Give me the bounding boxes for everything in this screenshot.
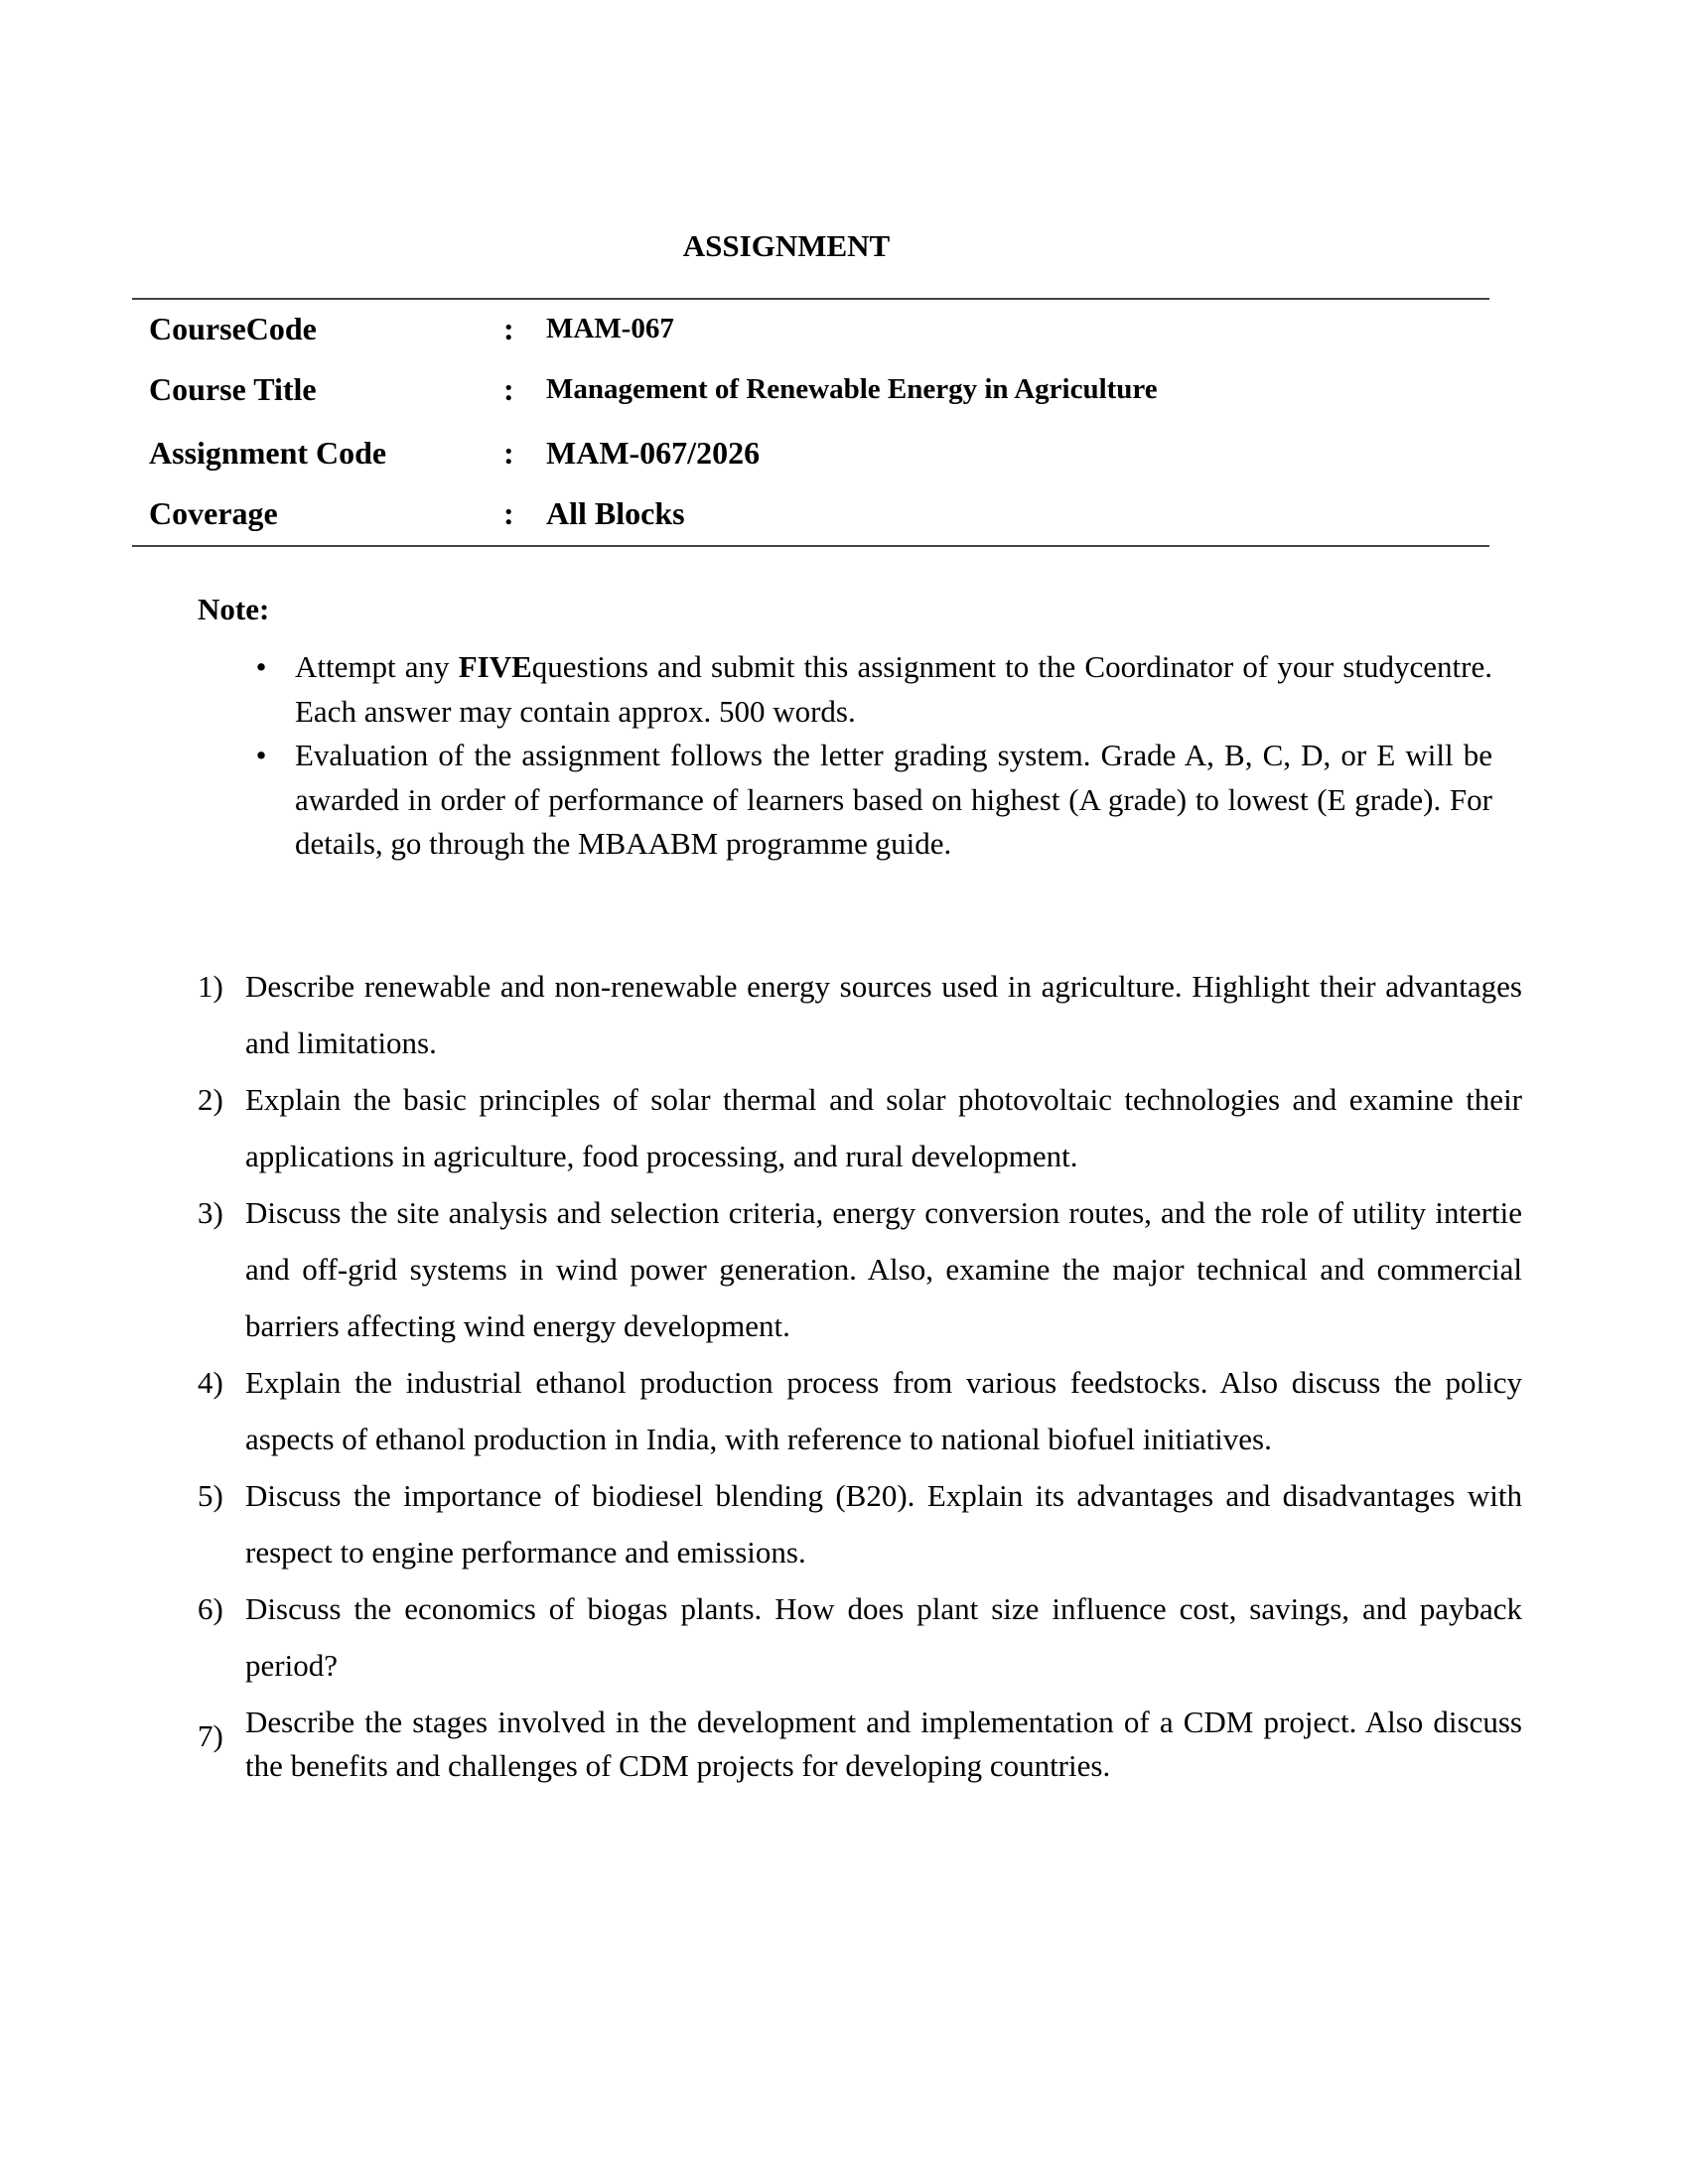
info-value: All Blocks	[546, 495, 685, 531]
question-list	[198, 958, 1522, 1788]
question-item	[198, 1580, 1522, 1694]
question-text: Discuss the importance of biodiesel blending (B20). Explain its advantages and disadvantages with respect to engine performance and emissions.	[245, 1478, 1522, 1570]
question-text: Explain the basic principles of solar thermal and solar photovoltaic technologies and examine their applications in agriculture, food processing, and rural development.	[245, 1082, 1522, 1173]
question-text: Describe the stages involved in the development and implementation of a CDM project. Also discuss the benefits and challenges of CDM projects for developing countries.	[245, 1705, 1522, 1783]
question-number: 6)	[198, 1591, 223, 1626]
question-item	[198, 1184, 1522, 1354]
info-colon: :	[503, 495, 514, 531]
header-bottom-rule	[132, 545, 1489, 547]
info-colon: :	[503, 371, 514, 407]
note-text-pre: Attempt any	[295, 649, 459, 684]
info-row-assignment-code	[149, 431, 1479, 475]
info-colon: :	[503, 311, 514, 346]
info-label: CourseCode	[149, 311, 317, 346]
question-number: 7)	[198, 1718, 223, 1753]
info-value: Management of Renewable Energy in Agriculture	[546, 373, 1158, 405]
question-item	[198, 1354, 1522, 1467]
info-label: Coverage	[149, 495, 278, 531]
question-text: Explain the industrial ethanol production process from various feedstocks. Also discuss the policy aspects of ethanol production in India, with reference to national biofuel initiatives.	[245, 1365, 1522, 1456]
document-title: ASSIGNMENT	[682, 228, 891, 263]
question-number: 2)	[198, 1082, 223, 1117]
note-bullet-list	[251, 645, 1492, 867]
bullet-icon: •	[255, 738, 267, 772]
info-label: Course Title	[149, 371, 317, 407]
question-item	[198, 1701, 1522, 1788]
bullet-icon: •	[255, 649, 267, 684]
question-item	[198, 1071, 1522, 1184]
question-item	[198, 958, 1522, 1071]
note-bullet	[251, 645, 1492, 734]
question-item	[198, 1467, 1522, 1580]
info-row-course-title	[149, 367, 1479, 411]
note-text-post: questions and submit this assignment to the Coordinator of your studycentre. Each answer may contain approx. 500 words.	[295, 649, 1492, 729]
question-number: 4)	[198, 1365, 223, 1400]
info-row-coverage	[149, 491, 1479, 535]
info-label: Assignment Code	[149, 435, 387, 471]
note-text: Evaluation of the assignment follows the letter grading system. Grade A, B, C, D, or E will be awarded in order of performance of learners based on highest (A grade) to lowest (E grade). For details, go through the MBAABM programme guide.	[295, 738, 1492, 861]
note-text-bold: FIVE	[458, 649, 532, 684]
info-colon: :	[503, 435, 514, 471]
note-bullet	[251, 734, 1492, 867]
question-text: Discuss the site analysis and selection criteria, energy conversion routes, and the role of utility intertie and off-grid systems in wind power generation. Also, examine the major technical and commercial barriers affecting wind energy development.	[245, 1195, 1522, 1343]
header-top-rule	[132, 298, 1489, 300]
question-text: Discuss the economics of biogas plants. How does plant size influence cost, savings, and payback period?	[245, 1591, 1522, 1683]
info-value: MAM-067/2026	[546, 435, 761, 471]
question-number: 1)	[198, 969, 223, 1004]
question-number: 5)	[198, 1478, 223, 1513]
info-value: MAM-067	[546, 313, 674, 344]
question-number: 3)	[198, 1195, 223, 1230]
note-label: Note:	[198, 592, 270, 626]
info-row-course-code	[149, 307, 1479, 350]
question-text: Describe renewable and non-renewable energy sources used in agriculture. Highlight their advantages and limitations.	[245, 969, 1522, 1060]
